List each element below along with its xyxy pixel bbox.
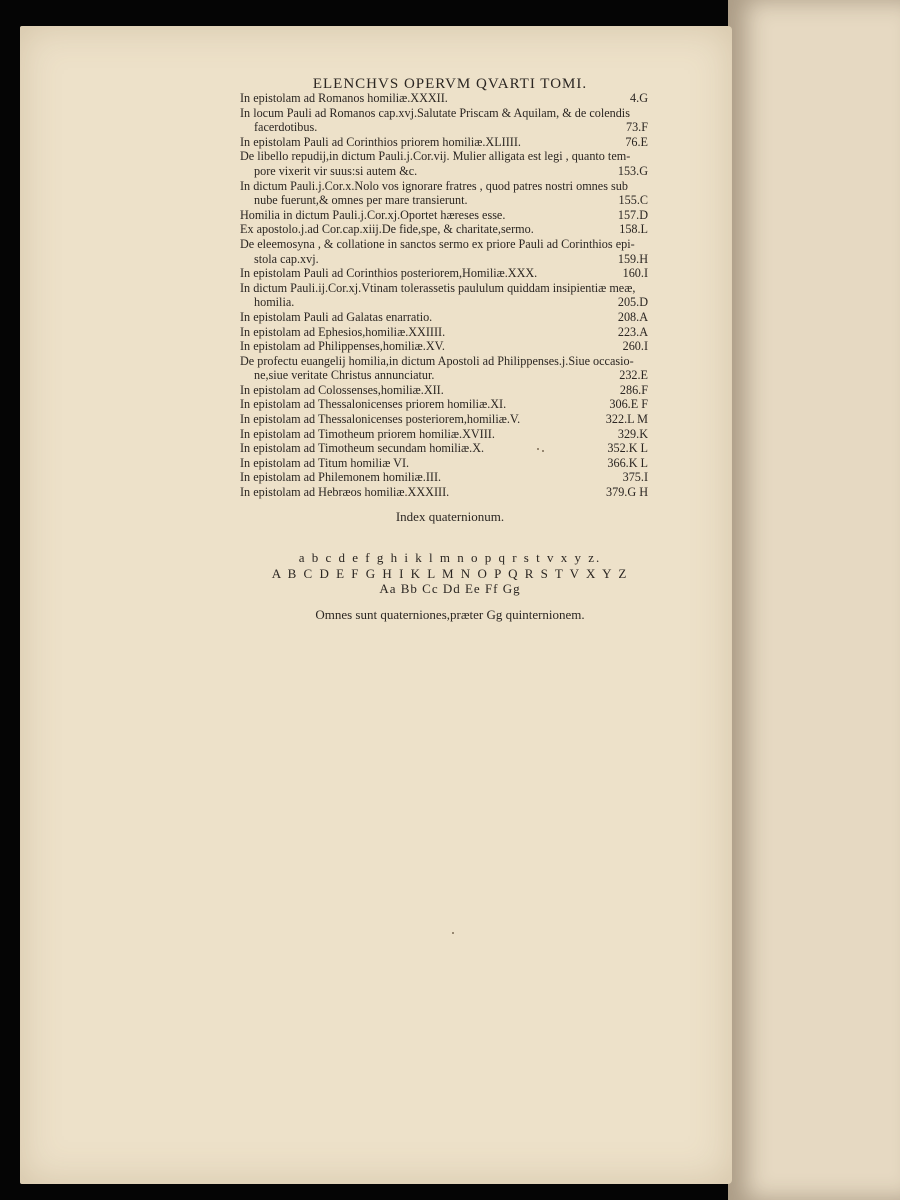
toc-entry-text: stola cap.xvj.	[254, 251, 319, 266]
toc-entry	[240, 208, 648, 223]
toc-entry-text: In epistolam Pauli ad Corinthios priorem homiliæ.XLIIII.	[240, 134, 521, 149]
toc-entry-text: ne,siue veritate Christus annunciatur.	[254, 368, 435, 383]
toc-entry	[240, 237, 648, 266]
toc-entry	[240, 354, 648, 383]
toc-entry-text: In epistolam ad Philippenses,homiliæ.XV.	[240, 339, 445, 354]
toc-entry-reference: 158.L	[619, 222, 648, 237]
toc-entry-text: Homilia in dictum Pauli.j.Cor.xj.Oportet hæreses esse.	[240, 207, 506, 222]
toc-entry	[240, 179, 648, 208]
toc-entry-reference: 155.C	[618, 193, 648, 208]
toc-entry-reference: 4.G	[630, 91, 648, 105]
toc-entry-text: pore vixerit vir suus:si autem &c.	[254, 163, 418, 178]
toc-entry-text: De profectu euangelij homilia,in dictum Apostoli ad Philippenses.j.Siue occasio-	[240, 353, 634, 368]
toc-entry	[240, 339, 648, 354]
toc-entry-text: In epistolam ad Titum homiliæ VI.	[240, 455, 410, 470]
toc-entry	[240, 91, 648, 106]
toc-entry	[240, 412, 648, 427]
ink-speck	[452, 932, 454, 934]
toc-entry-reference: 352.K L	[607, 441, 648, 456]
toc-entry-reference: 232.E	[619, 368, 648, 383]
toc-entry-reference: 223.A	[617, 324, 648, 339]
toc-entry-reference: 76.E	[625, 134, 648, 149]
toc-entry-text: In epistolam ad Thessalonicenses priorem homiliæ.XI.	[240, 397, 507, 412]
toc-entry-text: nube fuerunt,& omnes per mare transierunt.	[254, 193, 468, 208]
toc-entry-reference: 160.I	[622, 266, 648, 281]
toc-entry	[240, 310, 648, 325]
index-title: Index quaternionum.	[395, 509, 505, 524]
toc-entry-text: In epistolam Pauli ad Galatas enarratio.	[240, 309, 433, 324]
toc-entry	[240, 135, 648, 150]
toc-entry-text: homilia.	[254, 295, 295, 310]
toc-entry-text: facerdotibus.	[254, 120, 318, 135]
toc-entry-text: In epistolam ad Romanos homiliæ.XXXII.	[240, 91, 448, 105]
toc-entry	[240, 266, 648, 281]
facing-page	[728, 0, 900, 1200]
toc-entry	[240, 427, 648, 442]
toc-entry-reference: 366.K L	[607, 455, 648, 470]
toc-entry	[240, 149, 648, 178]
toc-entry-reference: 322.L M	[605, 412, 648, 427]
signatures-double: Aa Bb Cc Dd Ee Ff Gg	[379, 581, 521, 596]
toc-entry-text: In dictum Pauli.ij.Cor.xj.Vtinam tolerassetis paululum quiddam insipientiæ meæ,	[240, 280, 636, 295]
toc-entry	[240, 397, 648, 412]
toc-entry-text: In epistolam ad Hebræos homiliæ.XXXIII.	[240, 485, 450, 500]
toc-entry-reference: 205.D	[617, 295, 648, 310]
toc-entry-text: De libello repudij,in dictum Pauli.j.Cor.vij. Mulier alligata est legi , quanto tem-	[240, 149, 631, 164]
toc-entry	[240, 106, 648, 135]
toc-entry	[240, 485, 648, 500]
toc-entry	[240, 441, 648, 456]
toc-entry-text: In epistolam ad Philemonem homiliæ.III.	[240, 470, 442, 485]
toc-entry-reference: 157.D	[617, 207, 648, 222]
toc-entry-reference: 375.I	[622, 470, 648, 485]
toc-entry-reference: 260.I	[622, 339, 648, 354]
toc-entry-reference: 379.G H	[606, 485, 648, 500]
toc-entry	[240, 281, 648, 310]
toc-entry-text: De eleemosyna , & collatione in sanctos sermo ex priore Pauli ad Corinthios epi-	[240, 236, 635, 251]
toc-entry-text: Ex apostolo.j.ad Cor.cap.xiij.De fide,spe, & charitate,sermo.	[240, 222, 534, 237]
collation-note: Omnes sunt quaterniones,præter Gg quinternionem.	[315, 607, 585, 622]
toc-entry-text: In epistolam ad Timotheum secundam homiliæ.X.	[240, 441, 485, 456]
toc-entry-text: In dictum Pauli.j.Cor.x.Nolo vos ignorare fratres , quod patres nostri omnes sub	[240, 178, 628, 193]
toc-entry	[240, 383, 648, 398]
toc-entry-reference: 153.G	[617, 163, 648, 178]
toc-entry-text: In epistolam ad Timotheum priorem homiliæ.XVIII.	[240, 426, 495, 441]
toc-entry-reference: 159.H	[617, 251, 648, 266]
toc-entry-reference: 208.A	[617, 309, 648, 324]
toc-entry	[240, 456, 648, 471]
toc-entry-text: In epistolam ad Ephesios,homiliæ.XXIIII.	[240, 324, 446, 339]
toc-entry-reference: 73.F	[625, 120, 648, 135]
toc-entry-reference: 286.F	[619, 382, 648, 397]
signatures-uppercase: A B C D E F G H I K L M N O P Q R S T V X Y Z	[271, 566, 629, 581]
signatures-lowercase: a b c d e f g h i k l m n o p q r s t v x y z.	[298, 550, 602, 565]
toc-entry-text: In locum Pauli ad Romanos cap.xvj.Salutate Priscam & Aquilam, & de colendis	[240, 105, 630, 120]
toc-entry-reference: 329.K	[617, 426, 648, 441]
toc-entry-text: In epistolam ad Colossenses,homiliæ.XII.	[240, 382, 444, 397]
toc-entry-reference: 306.E F	[609, 397, 648, 412]
toc-entry-text: In epistolam Pauli ad Corinthios posteriorem,Homiliæ.XXX.	[240, 266, 538, 281]
toc-entry-text: In epistolam ad Thessalonicenses posteriorem,homiliæ.V.	[240, 412, 521, 427]
toc-entry	[240, 325, 648, 340]
page-title: ELENCHVS OPERVM QVARTI TOMI.	[312, 76, 588, 92]
table-of-contents	[240, 91, 648, 500]
toc-entry	[240, 470, 648, 485]
toc-entry	[240, 222, 648, 237]
